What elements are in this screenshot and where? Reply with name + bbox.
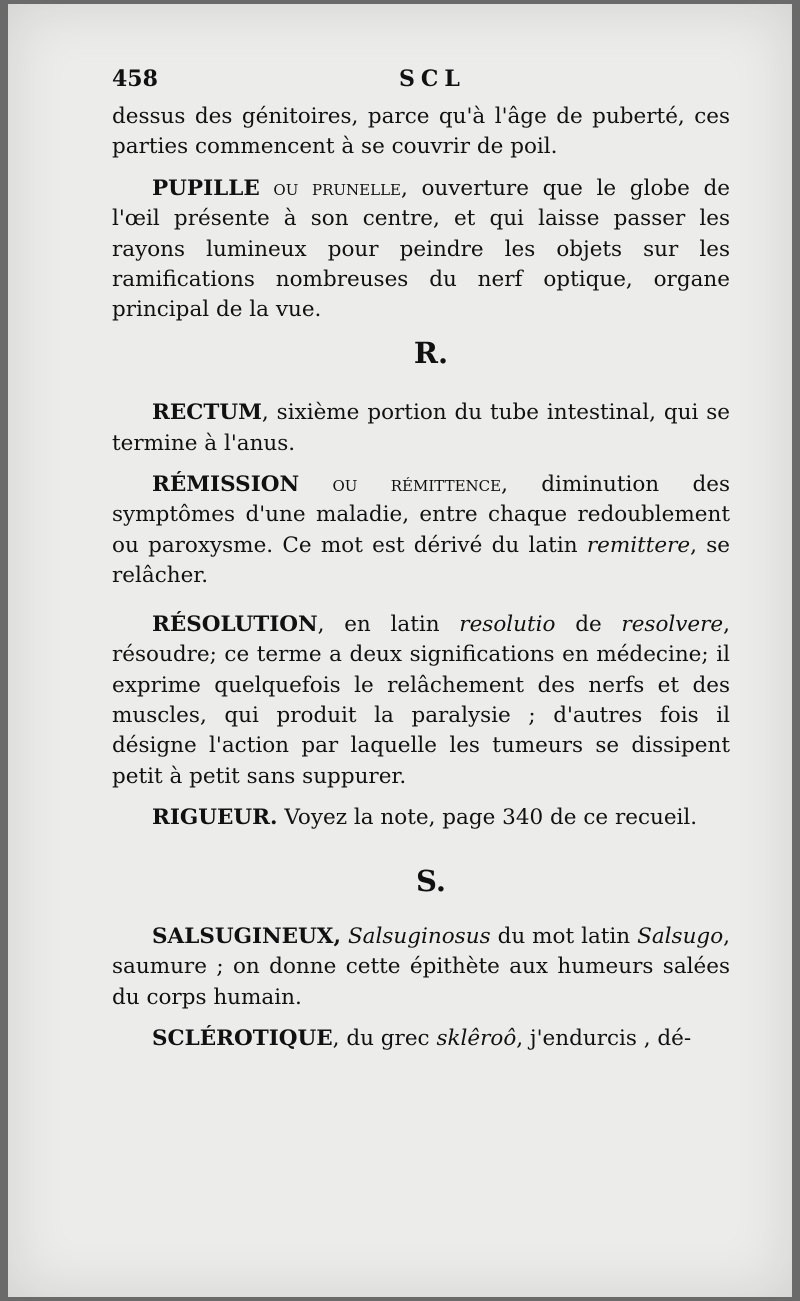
entry-greek: sklêroô — [436, 1026, 517, 1052]
entry-term: SCLÉROTIQUE — [152, 1026, 333, 1052]
entry-text: , en latin — [317, 611, 460, 637]
entry-text: , j'endurcis , dé- — [516, 1026, 692, 1052]
section-letter-r: R. — [413, 335, 449, 370]
entry-latin: Salsuginosus — [347, 923, 491, 949]
entry-pupille — [112, 174, 730, 326]
entry-term: RÉSOLUTION — [152, 611, 318, 637]
page-header — [112, 66, 712, 96]
entry-latin: resolutio — [459, 611, 556, 637]
entry-remission — [112, 470, 730, 592]
section-letter-s: S. — [415, 863, 446, 898]
entry-term: RECTUM — [152, 400, 262, 426]
entry-term: PUPILLE — [152, 175, 260, 201]
entry-alt-term: ou prunelle — [273, 175, 401, 201]
entry-latin: resolvere — [621, 611, 724, 637]
page-body — [112, 102, 730, 1055]
entry-text: , sixième portion du tube intestinal, qui se termine à l'anus. — [112, 400, 730, 456]
entry-term: RÉMISSION — [152, 472, 300, 498]
entry-alt-term: ou rémittence — [332, 472, 502, 498]
book-page — [8, 4, 792, 1297]
entry-text: , diminution des symptômes d'une maladie, entre chaque redoublement ou paroxysme. Ce mot est dérivé du latin — [112, 472, 730, 558]
entry-text: , ouverture que le globe de l'œil présente à son centre, et qui laisse passer les rayons lumineux pour peindre les objets sur les ramifications nombreuses du nerf optique, organe principal de la vue. — [112, 175, 731, 323]
entry-text: du mot latin — [490, 923, 638, 949]
entry-text: , résoudre; ce terme a deux significations en médecine; il exprime quelquefois le relâchement des nerfs et des muscles, qui produit la paralysie ; d'autres fois il désigne l'action par laquelle les tumeurs se dissipent petit à petit sans suppurer. — [112, 611, 730, 789]
entry-rectum — [112, 398, 730, 459]
entry-term: RIGUEUR. — [152, 805, 278, 831]
entry-text: Voyez la note, page 340 de ce recueil. — [277, 805, 698, 831]
entry-text: , du grec — [332, 1026, 437, 1052]
entry-pubis-continuation: dessus des génitoires, parce qu'à l'âge de puberté, ces parties commencent à se couvrir de poil. — [112, 104, 730, 160]
entry-latin: Salsugo — [637, 923, 724, 949]
entry-latin: remittere — [586, 532, 691, 558]
entry-text-end: , se relâcher. — [112, 532, 730, 589]
running-title: SCL — [399, 66, 466, 92]
entry-resolution — [112, 610, 730, 792]
entry-term: SALSUGINEUX, — [152, 923, 341, 949]
entry-text: , saumure ; on donne cette épithète aux humeurs salées du corps humain. — [112, 923, 730, 1010]
entry-rigueur — [112, 803, 730, 833]
entry-sclerotique — [112, 1024, 730, 1054]
entry-salsugineux — [112, 922, 730, 1013]
page-number: 458 — [112, 66, 158, 92]
entry-text: de — [555, 611, 622, 637]
